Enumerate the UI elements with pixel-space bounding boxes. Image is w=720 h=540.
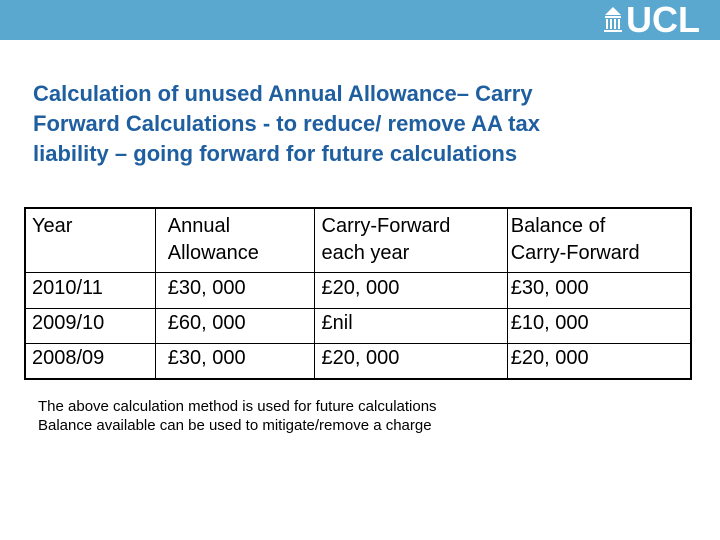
header-text: Carry-Forward: [510, 242, 640, 264]
cell-carry-forward: £nil: [321, 312, 353, 334]
table-row: [24, 273, 692, 308]
header-text: Balance of: [510, 215, 606, 237]
table-divider: [314, 209, 315, 379]
cell-annual-allowance: £60, 000: [167, 312, 246, 334]
notes: [38, 397, 437, 435]
note-line: The above calculation method is used for future calculations: [38, 398, 437, 415]
table-divider: [26, 308, 690, 309]
header-cell-carry-forward: [314, 207, 503, 273]
cell-balance: £20, 000: [510, 347, 589, 369]
header-text: each year: [321, 242, 410, 264]
table-row: [24, 308, 692, 343]
ucl-logo: [602, 0, 700, 40]
cell-annual-allowance: £30, 000: [167, 347, 246, 369]
cell-balance: £10, 000: [510, 312, 589, 334]
table-header-row: [24, 207, 692, 273]
header-text: Annual: [167, 215, 231, 237]
table-divider: [26, 343, 690, 344]
title-line: liability – going forward for future calculations: [33, 141, 518, 166]
table-divider: [26, 272, 690, 273]
logo-text: UCL: [626, 0, 700, 40]
cell-annual-allowance: £30, 000: [167, 277, 246, 299]
header-cell-balance: [503, 207, 692, 273]
header-text: Year: [32, 215, 73, 237]
table-row: [24, 343, 692, 378]
carry-forward-table: [24, 207, 692, 378]
page-title: [33, 79, 673, 169]
title-line: Forward Calculations - to reduce/ remove AA tax: [33, 111, 540, 136]
cell-year: 2010/11: [32, 277, 103, 299]
header-cell-year: [24, 207, 160, 273]
header-cell-annual-allowance: [160, 207, 314, 273]
header-text: Allowance: [167, 242, 259, 264]
table-divider: [155, 209, 156, 379]
cell-year: 2009/10: [32, 312, 105, 334]
cell-year: 2008/09: [32, 347, 105, 369]
cell-balance: £30, 000: [510, 277, 589, 299]
header-text: Carry-Forward: [321, 215, 451, 237]
note-line: Balance available can be used to mitigate/remove a charge: [38, 417, 432, 434]
cell-carry-forward: £20, 000: [321, 277, 400, 299]
ucl-portico-icon: [602, 5, 624, 35]
header-bar: [0, 0, 720, 40]
table-divider: [507, 209, 508, 379]
title-line: Calculation of unused Annual Allowance– Carry: [33, 81, 533, 106]
cell-carry-forward: £20, 000: [321, 347, 400, 369]
